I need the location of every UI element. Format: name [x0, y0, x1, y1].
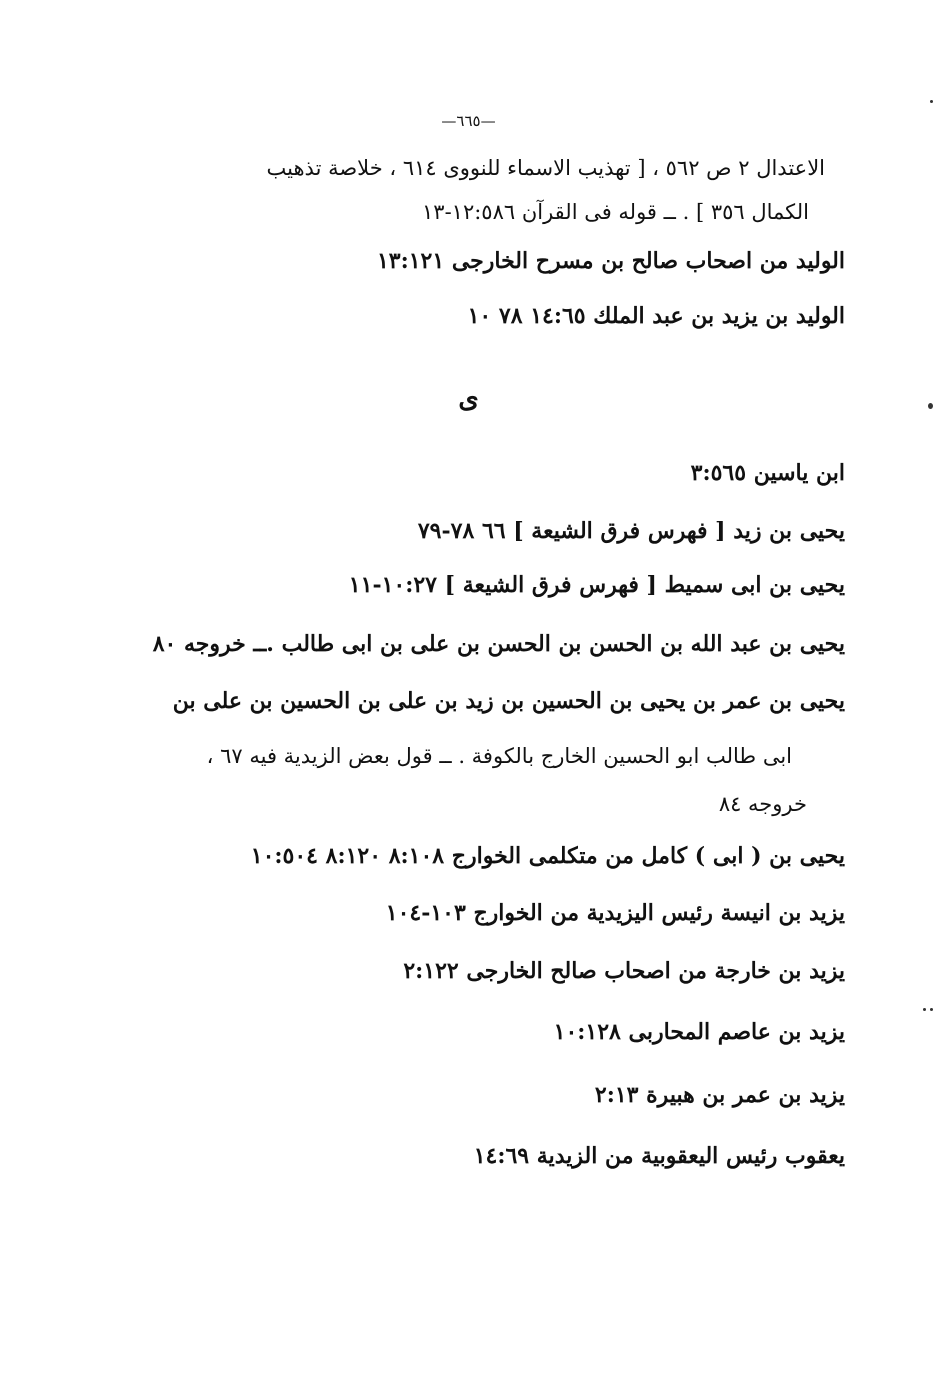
index-entry: يزيد بن عاصم المحاربى ١٠:١٢٨ — [553, 1019, 845, 1045]
page-number: —٦٦٥— — [441, 112, 496, 130]
continuation-line-1: الاعتدال ٢ ص ٥٦٢ ، [ تهذيب الاسماء للنووى ٦١٤ ، خلاصة تذهيب — [266, 156, 825, 180]
index-entry: يحيى بن زيد [ فهرس فرق الشيعة ] ٦٦ ٧٨-٧٩ — [417, 518, 845, 544]
index-entry: يزيد بن انيسة رئيس اليزيدية من الخوارج ١٠٣-١٠٤ — [385, 900, 845, 926]
continuation-line-2: الكمال ٣٥٦ ] . ــ قوله فى القرآن ١٢:٥٨٦-١٣ — [422, 200, 809, 224]
index-entry: يحيى بن ( ابى ) كامل من متكلمى الخوارج ٨:١٠٨ ٨:١٢٠ ١٠:٥٠٤ — [250, 843, 845, 869]
index-entry: يحيى بن عمر بن يحيى بن الحسين بن زيد بن على بن الحسين بن على بن — [172, 688, 845, 714]
scan-speck — [930, 1008, 933, 1011]
scan-speck — [930, 100, 933, 103]
index-entry: يحيى بن ابى سميط [ فهرس فرق الشيعة ] ١٠:٢٧-١١ — [348, 572, 845, 598]
index-entry-continuation: ابى طالب ابو الحسين الخارج بالكوفة . ــ قول بعض الزيدية فيه ٦٧ ، — [206, 744, 792, 768]
scan-speck — [928, 403, 933, 409]
index-entry: يزيد بن عمر بن هبيرة ٢:١٣ — [594, 1082, 845, 1108]
index-entry-continuation: خروجه ٨٤ — [718, 792, 807, 816]
section-letter-heading: ى — [458, 384, 479, 414]
entry-line-walid-2: الوليد بن يزيد بن عبد الملك ١٤:٦٥ ٧٨ ١٠ — [467, 303, 845, 329]
index-entry: يزيد بن خارجة من اصحاب صالح الخارجى ٢:١٢٢ — [403, 958, 845, 984]
index-entry: ابن ياسين ٣:٥٦٥ — [690, 460, 845, 486]
index-entry: يعقوب رئيس اليعقوبية من الزيدية ١٤:٦٩ — [473, 1143, 845, 1169]
scan-speck — [923, 1008, 926, 1011]
entry-line-walid-1: الوليد من اصحاب صالح بن مسرح الخارجى ١٣:١٢١ — [376, 248, 845, 274]
index-entry: يحيى بن عبد الله بن الحسن بن الحسن بن على بن ابى طالب .ــ خروجه ٨٠ — [152, 631, 845, 657]
